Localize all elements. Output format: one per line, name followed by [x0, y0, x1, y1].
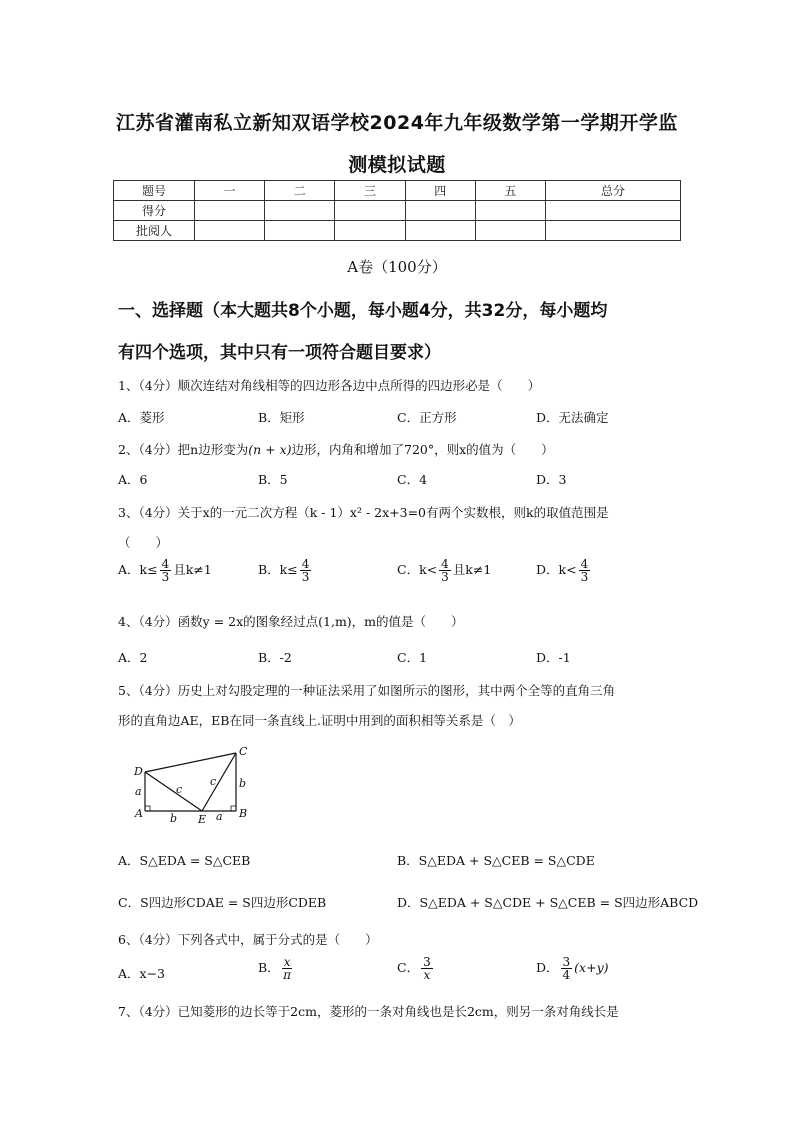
score-cell[interactable]: [546, 221, 681, 241]
q6-option-c[interactable]: [397, 956, 435, 981]
question-1-stem: 1、（4分）顺次连结对角线相等的四边形各边中点所得的四边形必是（ ）: [118, 378, 541, 393]
q5-option-b[interactable]: B．S△EDA + S△CEB = S△CDE: [397, 853, 595, 868]
score-header-cell: 总分: [546, 181, 681, 201]
fraction: [579, 558, 591, 583]
q1-option-c[interactable]: C．正方形: [397, 410, 457, 425]
q3-option-c-post: 且k≠1: [452, 562, 492, 577]
score-header-cell: 二: [265, 181, 335, 201]
q3-option-d[interactable]: [536, 558, 592, 583]
figure-label-A: A: [135, 807, 143, 820]
fraction: [561, 956, 573, 981]
figure-label-a-left: a: [135, 785, 142, 798]
q2-option-d[interactable]: D．3: [536, 472, 567, 487]
score-table: [113, 180, 681, 241]
question-5-stem-line1: 5、（4分）历史上对勾股定理的一种证法采用了如图所示的图形，其中两个全等的直角三角: [118, 683, 616, 698]
fraction: [300, 558, 312, 583]
exam-title-line1: 江苏省灌南私立新知双语学校2024年九年级数学第一学期开学监: [116, 112, 678, 134]
q3-option-c-pre: C．k<: [397, 562, 438, 577]
score-header-cell: 题号: [114, 181, 195, 201]
fraction: [282, 956, 293, 981]
score-cell[interactable]: [335, 201, 405, 221]
score-header-cell: 三: [335, 181, 405, 201]
question-7-stem: 7、（4分）已知菱形的边长等于2cm，菱形的一条对角线也是长2cm，则另一条对角线长是: [118, 1004, 619, 1019]
q3-option-b-pre: B．k≤: [258, 562, 298, 577]
question-2-stem: [118, 440, 688, 458]
fraction: [439, 558, 451, 583]
score-header-cell: 四: [405, 181, 475, 201]
q2-suffix: 边形，内角和增加了720°，则x的值为（ ）: [291, 442, 554, 457]
figure-label-E: E: [198, 813, 207, 825]
score-header-cell: 五: [475, 181, 545, 201]
score-cell[interactable]: [475, 221, 545, 241]
score-cell[interactable]: [335, 221, 405, 241]
fraction-numerator: 3: [562, 955, 571, 969]
q5-option-c[interactable]: C．S四边形CDAE = S四边形CDEB: [118, 895, 327, 910]
question-3-stem-line2: （ ）: [118, 535, 169, 550]
score-cell[interactable]: [405, 221, 475, 241]
score-cell[interactable]: [475, 201, 545, 221]
figure-label-C: C: [239, 745, 248, 758]
figure-label-D: D: [134, 765, 143, 778]
question-3-stem-line1: 3、（4分）关于x的一元二次方程（k - 1）x² - 2x+3=0有两个实数根，则k的取值范围是: [118, 505, 609, 520]
exam-title-line2: 测模拟试题: [348, 154, 446, 176]
q6-option-d[interactable]: [536, 956, 609, 981]
score-cell[interactable]: [405, 201, 475, 221]
figure-label-b-right: b: [239, 777, 247, 790]
figure-label-b-bottom: b: [170, 812, 178, 825]
q1-option-d[interactable]: D．无法确定: [536, 410, 609, 425]
fraction-numerator: 3: [423, 955, 431, 969]
score-cell[interactable]: [546, 201, 681, 221]
fraction-denominator: π: [283, 968, 292, 982]
figure-label-c-right: c: [210, 775, 217, 788]
q2-option-a[interactable]: A．6: [118, 472, 148, 487]
fraction: [160, 558, 172, 583]
figure-label-a-bottom: a: [216, 810, 223, 823]
q3-option-a-post: 且k≠1: [173, 562, 212, 577]
figure-edge-EC: [202, 753, 236, 811]
q1-option-b[interactable]: B．矩形: [258, 410, 305, 425]
figure-label-c-left: c: [176, 783, 183, 796]
fraction-numerator: 4: [580, 557, 589, 571]
fraction-numerator: 4: [301, 557, 310, 571]
q2-prefix: 2、（4分）把n边形变为: [118, 442, 249, 457]
fraction-denominator: 3: [301, 570, 310, 584]
q2-expression: (n + x): [248, 442, 292, 457]
fraction-denominator: x: [423, 968, 431, 982]
q6-option-d-tail: (x+y): [574, 960, 609, 975]
score-cell[interactable]: [265, 201, 335, 221]
q4-option-d[interactable]: D．-1: [536, 650, 571, 665]
q4-option-c[interactable]: C．1: [397, 650, 428, 665]
right-angle-mark-B: [231, 806, 236, 811]
fraction-numerator: 4: [441, 557, 449, 571]
fraction-denominator: 4: [562, 968, 571, 982]
q3-option-c[interactable]: [397, 558, 491, 583]
score-cell[interactable]: [195, 201, 265, 221]
right-angle-mark-A: [145, 806, 150, 811]
score-table-row: [114, 221, 681, 241]
q1-option-a[interactable]: A．菱形: [118, 410, 165, 425]
q3-option-a[interactable]: [118, 558, 212, 583]
score-cell[interactable]: [195, 221, 265, 241]
fraction-numerator: 4: [161, 557, 170, 571]
figure-edge-DC: [145, 753, 236, 772]
q4-option-b[interactable]: B．-2: [258, 650, 292, 665]
q5-option-d[interactable]: D．S△EDA + S△CDE + S△CEB = S四边形ABCD: [397, 895, 699, 910]
fraction-numerator: x: [283, 955, 291, 969]
figure-edge-DE: [145, 772, 202, 811]
volume-label: A卷（100分）: [347, 258, 447, 276]
fraction-denominator: 3: [161, 570, 170, 584]
q2-option-b[interactable]: B．5: [258, 472, 288, 487]
section-heading-line2: 有四个选项，其中只有一项符合题目要求）: [118, 343, 441, 363]
score-header-cell: 一: [195, 181, 265, 201]
q3-option-a-pre: A．k≤: [118, 562, 158, 577]
question-6-stem: 6、（4分）下列各式中，属于分式的是（ ）: [118, 932, 378, 947]
q6-option-a[interactable]: A．x−3: [118, 966, 166, 981]
score-row-label: 批阅人: [114, 221, 195, 241]
fraction: [421, 956, 433, 981]
score-row-label: 得分: [114, 201, 195, 221]
score-table-row: [114, 201, 681, 221]
q3-option-b[interactable]: [258, 558, 313, 583]
q4-option-a[interactable]: A．2: [118, 650, 148, 665]
q6-option-b[interactable]: [258, 956, 294, 981]
question-4-stem: 4、（4分）函数y = 2x的图象经过点(1,m)，m的值是（ ）: [118, 614, 464, 629]
q3-option-d-pre: D．k<: [536, 562, 577, 577]
q2-option-c[interactable]: C．4: [397, 472, 428, 487]
q6-option-b-label: B．: [258, 960, 280, 975]
q6-option-d-label: D．: [536, 960, 559, 975]
fraction-denominator: 3: [441, 570, 449, 584]
section-heading-line1: 一、选择题（本大题共8个小题，每小题4分，共32分，每小题均: [118, 301, 608, 321]
score-table-header-row: [114, 181, 681, 201]
q5-option-a[interactable]: A．S△EDA = S△CEB: [118, 853, 251, 868]
figure-label-B: B: [239, 807, 248, 820]
fraction-denominator: 3: [580, 570, 589, 584]
pythagoras-figure: [130, 745, 290, 825]
score-cell[interactable]: [265, 221, 335, 241]
q6-option-c-label: C．: [397, 960, 420, 975]
question-5-stem-line2: 形的直角边AE，EB在同一条直线上.证明中用到的面积相等关系是（ ）: [118, 713, 521, 728]
